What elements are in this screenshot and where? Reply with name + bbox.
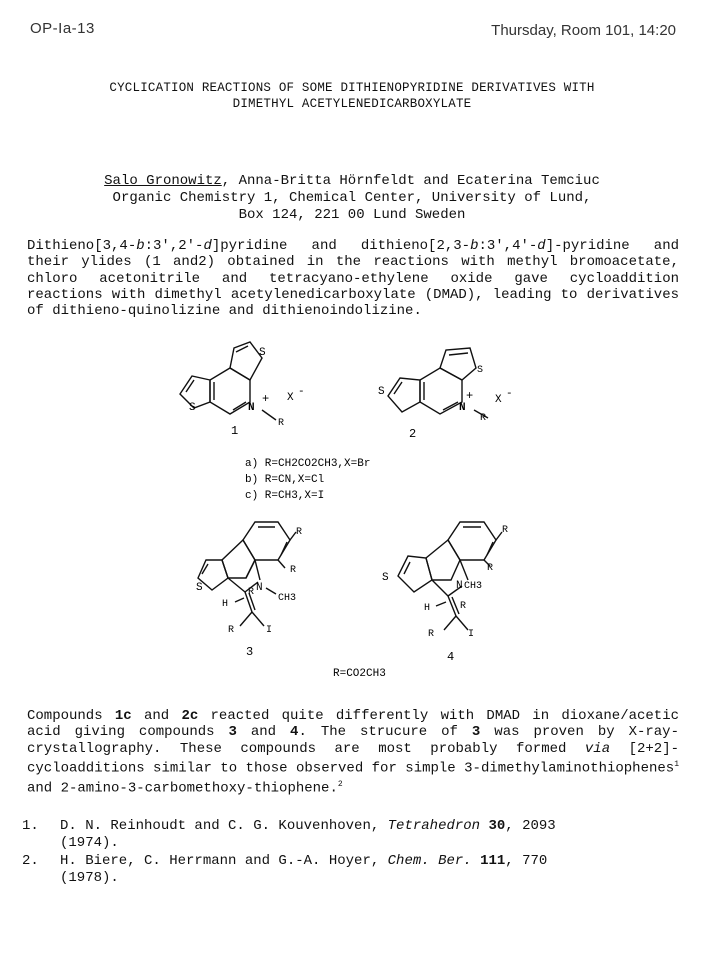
results-paragraph: [27, 708, 679, 797]
reference-authors: D. N. Reinhoudt and C. G. Kouvenhoven,: [60, 818, 388, 834]
compound-number-4: 4: [447, 650, 455, 664]
negative-charge: -: [298, 386, 305, 398]
body-text: and: [236, 724, 291, 741]
counterion-label: X: [495, 394, 502, 406]
hydrogen-atom-label: H: [222, 599, 229, 610]
citation-superscript: 2: [337, 779, 343, 789]
abstract-text: ]-pyridine and their ylides (1 and2) obtained in the reactions with methyl bromoacetate, chloro acetonitrile and tetracyano-ethylene oxide gave cycloaddition reactions with dimethyl acetylenedicarboxylate (DMAD), leading to derivatives of dithieno-quinolizine and dithienoindolizine.: [27, 238, 679, 320]
reference-1: [22, 818, 682, 852]
ylide-structures-scheme: [0, 330, 704, 505]
compound-number-1: 1: [231, 424, 239, 438]
body-text: was proven by X-ray-crystallography. These compounds are most probably formed: [27, 724, 679, 757]
abstract-italic: b: [136, 238, 145, 254]
affiliation-line-1: Organic Chemistry 1, Chemical Center, University of Lund,: [112, 190, 592, 206]
abstract-text: ]pyridine and dithieno[2,3-: [211, 238, 471, 254]
abstract-paragraph: [27, 238, 679, 319]
session-code: OP-Ia-13: [30, 20, 95, 37]
author-line: [20, 173, 684, 190]
compound-number-3: 3: [246, 645, 254, 659]
abstract-italic: d: [203, 238, 212, 254]
r-group-label: R: [228, 625, 235, 636]
iodine-atom-label: I: [468, 629, 475, 640]
body-text: and 2-amino-3-carbomethoxy-thiophene.: [27, 780, 338, 797]
reference-journal: Chem. Ber.: [387, 853, 472, 869]
body-text: Compounds: [27, 708, 115, 724]
r-group-label: R: [487, 563, 494, 574]
methyl-group-label: CH3: [278, 593, 297, 604]
structure-4-drawing: [398, 522, 502, 630]
sulfur-atom-label: S: [382, 572, 389, 584]
body-text: . The strucure of: [298, 724, 472, 741]
compound-number-2: 2: [409, 427, 417, 441]
iodine-atom-label: I: [266, 625, 273, 636]
nitrogen-atom-label: N: [459, 402, 466, 414]
substituent-a: a) R=CH2CO2CH3,X=Br: [245, 458, 371, 470]
r-group-label: R: [248, 587, 255, 598]
reference-volume: 111: [471, 853, 506, 869]
r-group-label: R: [460, 601, 467, 612]
reference-line: [22, 853, 682, 870]
presenting-author: Salo Gronowitz: [104, 173, 222, 189]
compound-ref: 3: [228, 724, 237, 741]
reference-volume: 30: [480, 818, 506, 834]
product-structures-scheme: [0, 510, 704, 685]
paper-title: [20, 80, 684, 112]
r-group-label: R: [290, 565, 297, 576]
reference-journal: Tetrahedron: [387, 818, 481, 834]
hydrogen-atom-label: H: [424, 603, 431, 614]
sulfur-atom-label: S: [189, 402, 196, 414]
methyl-group-label: CH3: [464, 581, 483, 592]
structure-2-drawing: [388, 348, 488, 418]
negative-charge: -: [506, 388, 513, 400]
author-block: [20, 173, 684, 224]
compound-ref: 2c: [181, 708, 199, 724]
positive-charge: +: [466, 389, 474, 403]
body-italic: via: [584, 740, 611, 757]
session-time: Thursday, Room 101, 14:20: [491, 22, 676, 39]
sulfur-atom-label: S: [196, 582, 203, 594]
affiliation-line-2: Box 124, 221 00 Lund Sweden: [238, 207, 466, 223]
r-group-label: R: [480, 413, 487, 424]
compound-ref: 4: [290, 724, 299, 741]
compound-ref: 1c: [114, 708, 132, 724]
counterion-label: X: [287, 392, 294, 404]
abstract-italic: d: [537, 238, 546, 254]
positive-charge: +: [262, 392, 270, 406]
reference-number: 1.: [22, 818, 39, 834]
nitrogen-atom-label: N: [248, 402, 255, 414]
r-group-label: R: [502, 525, 509, 536]
sulfur-atom-label: S: [259, 347, 266, 359]
sulfur-atom-label: S: [378, 386, 385, 398]
reference-year: (1974).: [60, 835, 119, 851]
abstract-text: :3',2'-: [144, 238, 204, 254]
title-line-1: CYCLICATION REACTIONS OF SOME DITHIENOPYRIDINE DERIVATIVES WITH: [109, 81, 595, 95]
reference-line: [22, 818, 682, 835]
abstract-text: :3',4'-: [478, 238, 538, 254]
reference-pages: , 770: [505, 853, 548, 869]
reference-pages: , 2093: [505, 818, 556, 834]
title-line-2: DIMETHYL ACETYLENEDICARBOXYLATE: [232, 97, 472, 111]
substituent-b: b) R=CN,X=Cl: [245, 474, 325, 486]
body-text: and: [131, 708, 182, 724]
abstract-text: Dithieno[3,4-: [27, 238, 137, 254]
substituent-c: c) R=CH3,X=I: [245, 490, 325, 502]
sulfur-atom-label: S: [477, 365, 484, 376]
compound-ref: 3: [471, 724, 481, 741]
structure-3-drawing: [198, 522, 296, 626]
coauthors: , Anna-Britta Hörnfeldt and Ecaterina Temciuc: [221, 173, 600, 189]
r-group-label: R: [428, 629, 435, 640]
r-definition: R=CO2CH3: [333, 668, 386, 680]
body-text: reacted quite differently with DMAD in dioxane/acetic acid giving compounds: [27, 708, 679, 741]
reference-2: [22, 853, 682, 887]
body-text: [2+2]-cycloadditions similar to those observed for simple 3-dimethylaminothiophenes: [27, 740, 680, 777]
reference-authors: H. Biere, C. Herrmann and G.-A. Hoyer,: [60, 853, 388, 869]
abstract-italic: b: [470, 238, 479, 254]
r-group-label: R: [278, 418, 285, 429]
reference-number: 2.: [22, 853, 39, 869]
nitrogen-atom-label: N: [256, 582, 263, 594]
reference-year: (1978).: [60, 870, 119, 886]
citation-superscript: 1: [674, 759, 679, 769]
nitrogen-atom-label: N: [456, 580, 463, 592]
r-group-label: R: [296, 527, 303, 538]
